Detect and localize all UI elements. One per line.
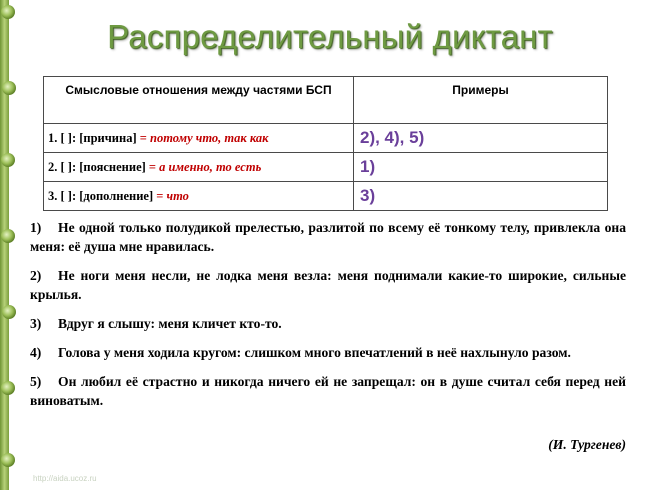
table-row bbox=[44, 124, 608, 153]
table-row bbox=[44, 182, 608, 211]
sentence-text: Не ноги меня несли, не лодка меня везла: меня поднимали какие-то широкие, сильные крылья. bbox=[30, 268, 626, 302]
relation-cell bbox=[44, 153, 354, 182]
sentence-item bbox=[30, 266, 626, 304]
sentence-number: 3) bbox=[30, 316, 42, 331]
sentence-text: Вдруг я слышу: меня кличет кто-то. bbox=[58, 316, 282, 331]
sentence-text: Голова у меня ходила кругом: слишком много впечатлений в неё нахлынуло разом. bbox=[58, 345, 571, 360]
table-header-row bbox=[44, 77, 608, 124]
relation-sign: = bbox=[139, 130, 147, 145]
sentence-text: Он любил её страстно и никогда ничего ей не запрещал: он в душе считал себя перед ней виноватым. bbox=[30, 374, 626, 408]
relation-hint: что bbox=[166, 188, 189, 203]
bamboo-decoration bbox=[0, 0, 26, 490]
sentence-number: 4) bbox=[30, 345, 42, 360]
sentence-list bbox=[30, 218, 626, 420]
sentence-number: 1) bbox=[30, 220, 42, 235]
watermark-url: http://aida.ucoz.ru bbox=[33, 474, 97, 483]
sentence-item bbox=[30, 314, 626, 333]
dictation-table bbox=[43, 76, 608, 211]
relation-cell bbox=[44, 182, 354, 211]
page-title: Распределительный диктант bbox=[107, 18, 553, 55]
author-attribution: (И. Тургенев) bbox=[548, 437, 626, 452]
example-answer: 1) bbox=[354, 153, 608, 182]
relation-scheme: 3. [ ]: [дополнение] bbox=[48, 188, 154, 203]
relation-cell bbox=[44, 124, 354, 153]
relation-scheme: 2. [ ]: [пояснение] bbox=[48, 159, 146, 174]
sentence-text: Не одной только полудикой прелестью, разлитой по всему её тонкому телу, привлекла она меня: её душа мне нравилась. bbox=[30, 220, 626, 254]
relation-sign: = bbox=[148, 159, 157, 174]
table-row bbox=[44, 153, 608, 182]
relation-hint: а именно, то есть bbox=[159, 159, 262, 174]
sentence-number: 5) bbox=[30, 374, 42, 389]
example-answer: 2), 4), 5) bbox=[354, 124, 608, 153]
column-header-examples: Примеры bbox=[354, 77, 608, 124]
column-header-relations: Смысловые отношения между частями БСП bbox=[44, 77, 354, 124]
relation-scheme: 1. [ ]: [причина] bbox=[48, 130, 137, 145]
sentence-item bbox=[30, 218, 626, 256]
relation-sign: = bbox=[156, 188, 164, 203]
sentence-item bbox=[30, 372, 626, 410]
example-answer: 3) bbox=[354, 182, 608, 211]
sentence-number: 2) bbox=[30, 268, 42, 283]
sentence-item bbox=[30, 343, 626, 362]
relation-hint: потому что, так как bbox=[150, 130, 269, 145]
